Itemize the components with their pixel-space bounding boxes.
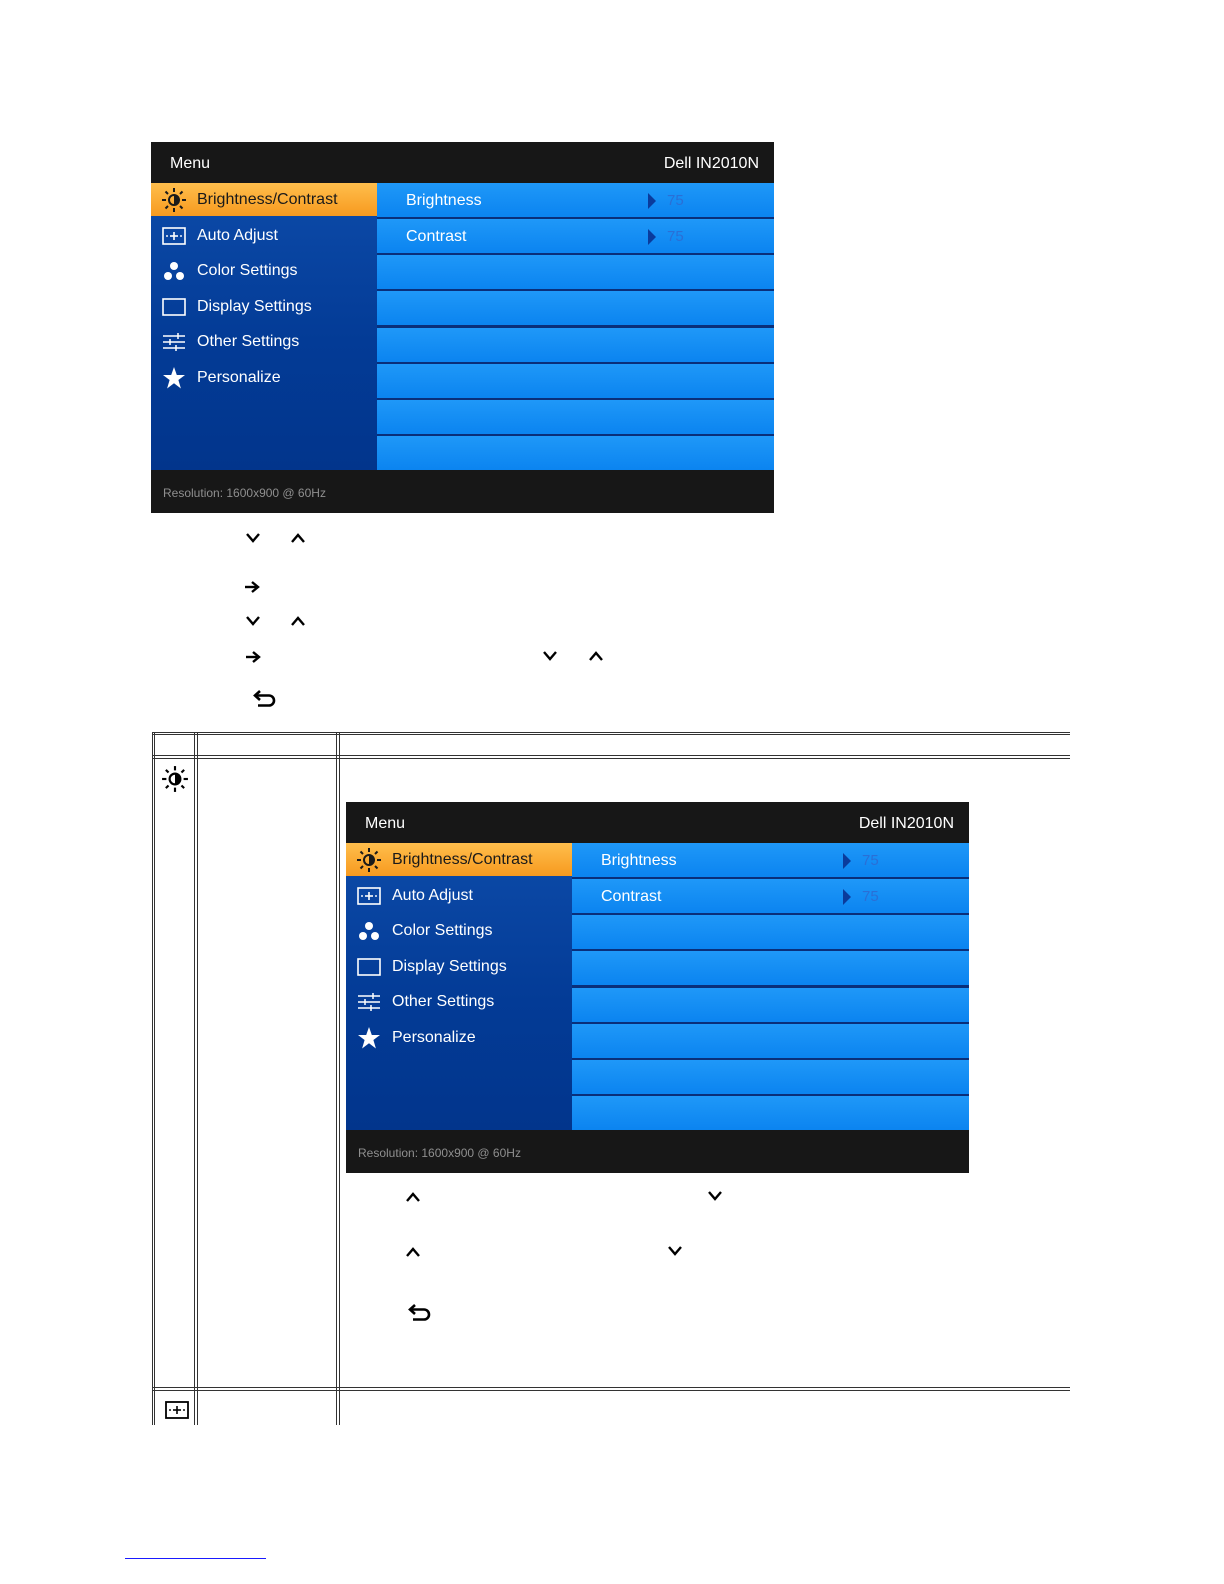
back-arrow-icon <box>252 688 278 710</box>
brightness-icon <box>161 765 189 793</box>
submenu-row-brightness[interactable] <box>572 843 969 877</box>
table-rule <box>152 732 1070 733</box>
submenu-row-empty <box>377 364 774 398</box>
osd-submenu <box>572 843 969 1130</box>
osd-model: Dell IN2010N <box>858 815 954 832</box>
triangle-right-icon <box>648 193 656 209</box>
menu-item-label: Brightness/Contrast <box>197 190 338 208</box>
menu-item-label: Auto Adjust <box>197 226 278 244</box>
table-rule <box>339 732 340 1425</box>
brightness-icon <box>151 187 197 213</box>
chevron-up-icon <box>405 1190 421 1204</box>
color-settings-icon <box>151 261 197 281</box>
submenu-row-empty <box>377 400 774 434</box>
menu-item-label: Color Settings <box>197 261 298 279</box>
table-rule <box>152 758 1070 759</box>
triangle-right-icon <box>843 889 851 905</box>
menu-item-color-settings[interactable] <box>151 254 377 287</box>
chevron-up-icon <box>290 614 306 628</box>
menu-item-personalize[interactable] <box>151 361 377 394</box>
menu-item-label: Display Settings <box>392 957 507 975</box>
chevron-down-icon <box>245 531 261 545</box>
color-settings-icon <box>346 921 392 941</box>
triangle-right-icon <box>843 853 851 869</box>
arrow-right-icon <box>245 650 261 664</box>
chevron-up-icon <box>588 649 604 663</box>
submenu-row-contrast[interactable] <box>377 219 774 253</box>
submenu-value: 75 <box>667 192 684 209</box>
submenu-row-contrast[interactable] <box>572 879 969 913</box>
menu-item-label: Color Settings <box>392 921 493 939</box>
submenu-row-empty <box>572 1024 969 1058</box>
menu-item-auto-adjust[interactable] <box>346 879 572 912</box>
osd-title: Menu <box>170 155 211 172</box>
chevron-up-icon <box>405 1245 421 1259</box>
chevron-up-icon <box>290 531 306 545</box>
back-arrow-icon <box>407 1302 433 1324</box>
submenu-row-empty <box>572 1060 969 1094</box>
chevron-down-icon <box>542 649 558 663</box>
submenu-value: 75 <box>667 228 684 245</box>
submenu-row-empty <box>377 436 774 470</box>
resolution-readout: Resolution: 1600x900 @ 60Hz <box>358 1146 521 1160</box>
submenu-label: Brightness <box>406 192 482 209</box>
menu-item-brightness-contrast[interactable] <box>346 843 572 876</box>
menu-item-other-settings[interactable] <box>151 325 377 358</box>
other-settings-icon <box>346 993 392 1011</box>
osd-menu-list <box>346 843 572 1130</box>
table-rule <box>197 732 198 1425</box>
menu-item-brightness-contrast[interactable] <box>151 183 377 216</box>
table-rule <box>152 1390 1070 1391</box>
table-rule <box>152 734 1070 735</box>
resolution-readout: Resolution: 1600x900 @ 60Hz <box>163 486 326 500</box>
chevron-down-icon <box>707 1189 723 1203</box>
osd-menu-table <box>346 802 969 1173</box>
menu-item-label: Display Settings <box>197 297 312 315</box>
osd-menu-top <box>151 142 774 513</box>
submenu-label: Contrast <box>406 228 467 245</box>
star-icon <box>346 1026 392 1050</box>
footer-link[interactable] <box>125 1558 266 1559</box>
star-icon <box>151 366 197 390</box>
osd-model: Dell IN2010N <box>663 155 759 172</box>
table-rule <box>336 732 337 1425</box>
menu-item-display-settings[interactable] <box>346 950 572 983</box>
osd-submenu <box>377 183 774 470</box>
chevron-down-icon <box>667 1244 683 1258</box>
menu-item-label: Brightness/Contrast <box>392 850 533 868</box>
table-rule <box>194 732 195 1425</box>
menu-item-personalize[interactable] <box>346 1021 572 1054</box>
display-settings-icon <box>151 298 197 316</box>
other-settings-icon <box>151 333 197 351</box>
submenu-value: 75 <box>862 852 879 869</box>
chevron-down-icon <box>245 614 261 628</box>
table-rule <box>152 755 1070 756</box>
submenu-row-empty <box>572 915 969 949</box>
submenu-row-empty <box>572 951 969 985</box>
submenu-value: 75 <box>862 888 879 905</box>
menu-item-label: Auto Adjust <box>392 886 473 904</box>
menu-item-other-settings[interactable] <box>346 985 572 1018</box>
triangle-right-icon <box>648 229 656 245</box>
auto-adjust-icon <box>165 1401 189 1419</box>
osd-menu-list <box>151 183 377 470</box>
auto-adjust-icon <box>151 227 197 245</box>
auto-adjust-icon <box>346 887 392 905</box>
submenu-row-empty <box>377 328 774 362</box>
submenu-label: Contrast <box>601 888 662 905</box>
brightness-icon <box>346 847 392 873</box>
menu-item-auto-adjust[interactable] <box>151 219 377 252</box>
table-rule <box>152 1387 1070 1388</box>
display-settings-icon <box>346 958 392 976</box>
menu-item-color-settings[interactable] <box>346 914 572 947</box>
submenu-row-empty <box>377 291 774 325</box>
arrow-right-icon <box>244 580 260 594</box>
osd-title: Menu <box>365 815 406 832</box>
menu-item-display-settings[interactable] <box>151 290 377 323</box>
submenu-row-empty <box>572 988 969 1022</box>
submenu-label: Brightness <box>601 852 677 869</box>
submenu-row-brightness[interactable] <box>377 183 774 217</box>
submenu-row-empty <box>572 1096 969 1130</box>
menu-item-label: Other Settings <box>197 332 300 350</box>
menu-item-label: Other Settings <box>392 992 495 1010</box>
menu-item-label: Personalize <box>197 368 281 386</box>
table-rule <box>152 732 153 1425</box>
table-rule <box>154 732 155 1425</box>
submenu-row-empty <box>377 255 774 289</box>
menu-item-label: Personalize <box>392 1028 476 1046</box>
